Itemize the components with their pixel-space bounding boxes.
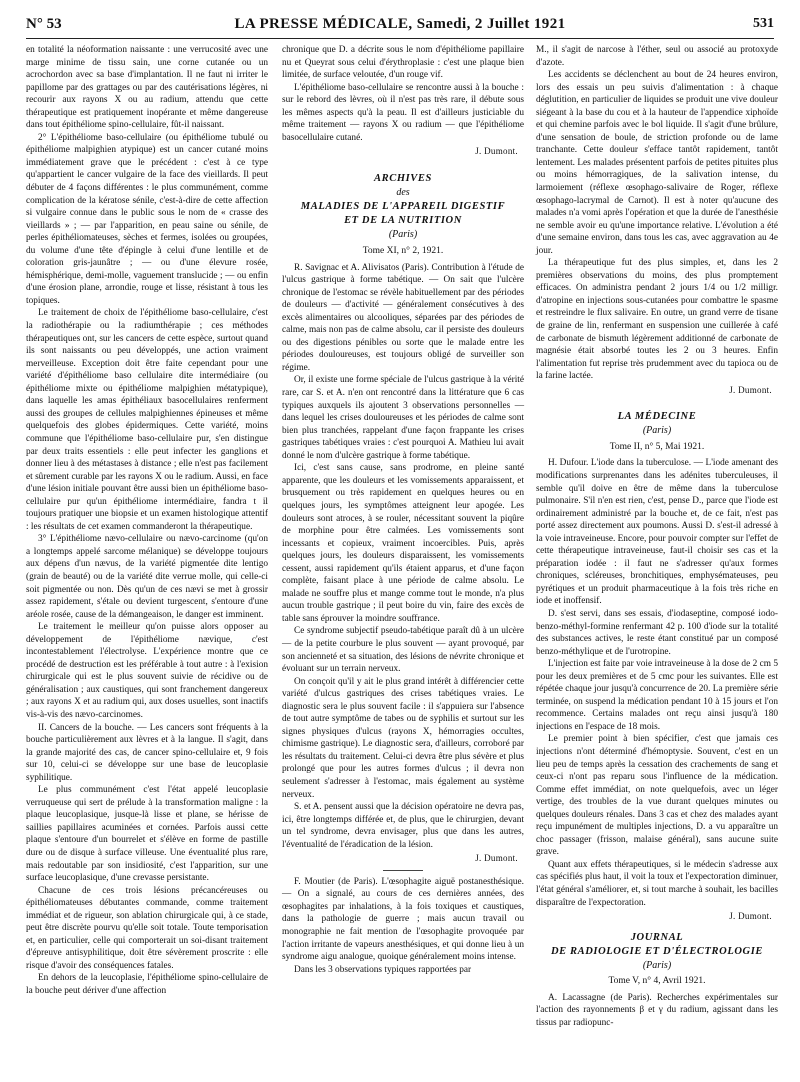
section-heading: JOURNAL [630, 931, 684, 943]
column-3 [536, 44, 778, 1029]
signature: J. Dumont. [475, 853, 518, 864]
section-volume: Tome II, n° 5, Mai 1921. [609, 441, 705, 452]
section-heading: LA MÉDECINE [617, 411, 697, 423]
signature: J. Dumont. [729, 384, 772, 395]
col2-paragraph: Ici, c'est sans cause, sans prodrome, en pleine santé apparente, que les douleurs et les vomissements apparaissent, et brusquement ou très rapidement en quelques heures ou en quelques jours, les symptômes atteignent leur apogée. Les douleurs sont atroces, à se rouler, nécessitant souvent la piqûre de morphine pour être calmées. Les vomissements sont incessants et copieux, vraiment incoercibles. Puis, après quelques jours, les douleurs disparaissent, les vomissements cessent, aussi rapidement qu'ils étaient apparus, et d'une façon complète, faisant place à une période de calme absolu. Le malade ne souffre plus et mange comme tout le monde, n'a plus aucun trouble gastrique ; il peut boire du vin, faire des excès de table sans éprouver la moindre souffrance. [282, 463, 524, 624]
section-heading: ET DE LA NUTRITION [344, 215, 462, 227]
col3-paragraph: A. Lacassagne (de Paris). Recherches expérimentales sur l'action des rayonnements β et γ du radium, agissant dans les tissus par radiopunc- [536, 992, 778, 1028]
col2-paragraph: Or, il existe une forme spéciale de l'ulcus gastrique à la vérité rare, car S. et A. n'en ont rencontré dans la littérature que 6 cas typiques auxquels ils ajoutent 3 observations personnelles — dans lequel les crises douloureuses et les périodes de calme sont bien plus tranchées, rappelant d'une façon frappante les crises gastriques tabétiques vraies : c'est pourquoi A. Mathieu lui avait donné le nom d'ulcère gastrique à forme tabétique. [282, 375, 524, 461]
col2-paragraph: S. et A. pensent aussi que la décision opératoire ne devra pas, ici, être longtemps différée et, de plus, que le chirurgien, devant un tel syndrome, devra envisager, plus que dans les autres, l'éventualité de l'éradication de la lésion. [282, 802, 524, 850]
col1-paragraph: En dehors de la leucoplasie, l'épithéliome spino-cellulaire de la bouche peut dériver d'une affection [26, 973, 268, 997]
section-heading: DE RADIOLOGIE ET D'ÉLECTROLOGIE [551, 945, 763, 957]
section-city: (Paris) [642, 425, 672, 437]
col1-paragraph: Chacune de ces trois lésions précancéreuses ou épithéliomateuses débutantes commande, comme traitement immédiat et de rigueur, son ablation chirurgicale qui, à ce stade, peut être discrète pourvu qu'elle soit totale. Toute temporisation et, en particulier, celle qui comporterait un soi-disant traitement d'épreuve antisyphilitique, doit être sévèrement proscrite : elle risque d'avoir des conséquences fatales. [26, 885, 268, 971]
section-city: (Paris) [642, 959, 672, 971]
col2-paragraph: Dans les 3 observations typiques rapportées par [294, 964, 472, 975]
col1-paragraph: 3° L'épithéliome nævo-cellulaire ou nævo-carcinome (qu'on a longtemps appelé sarcome mélanique) se développe toujours aux dépens d'un nævus, de la variété pigmentée dite lentigo (grain de beauté) ou de la variété dite verrue molle, qui celle-ci soit pigmentée ou non. Dès qu'un de ces nævi se met à grossir assez rapidement, s'étale ou devient turgescent, s'entoure d'une aréole rosée, cause de la démangeaison, le danger est imminent. [26, 534, 268, 620]
col3-paragraph: D. s'est servi, dans ses essais, d'iodaseptine, composé iodo-benzo-méthyl-formine renfermant 42 p. 100 d'iode sur la totalité des substances actives, le reste étant constitué par un composé benzo-méthylique et de l'urotropine. [536, 608, 778, 657]
column-1 [26, 44, 268, 998]
column-2 [282, 44, 524, 976]
col3-paragraph: Les accidents se déclenchent au bout de 24 heures environ, lors des essais un peu suivis d'alimentation : à chaque déglutition, en particulier de liquides se produit une vive douleur siégeant à la base du cou et à la hauteur de l'appendice xiphoïde et qui chemine parfois avec le bol liquide. Il s'agit d'une brûlure, d'une sensation de boule, de striction profonde ou de lame tranchante. Cette douleur s'efface tantôt rapidement, tantôt lentement. Les malades présentent parfois de petites pituites plus ou moins hémorragiques, de la salivation intense, du larmoiement (réflexe œsophago-salivaire de Roger, réflexe œsophago-lacrymal de Carnot). Il est à noter qu'aucune des malades n'a vomi après l'opération et que la durée de l'anesthésie ne semble avoir eu qu'une importance relative. L'évolution a été d'une semaine environ, dans tous les cas, avec aggravation au 4e jour. [536, 70, 778, 256]
page-header [26, 16, 774, 38]
col1-paragraph: Le traitement le meilleur qu'on puisse alors opposer au développement de l'épithéliome nævique, c'est incontestablement l'électrolyse. L'expérience montre que ce procédé de destruction est les préférable à tout autre : à l'exision chirurgicale qui est le plus souvent suivie de récidive ou de généralisation ; aux caustiques, qui sont franchement dangereux ; aux rayons X et au radium qui, aux doses usuelles, sont inactifs vis-à-vis des nævo-carcinomes. [26, 622, 268, 720]
col3-paragraph: H. Dufour. L'iode dans la tuberculose. — L'iode amenant des modifications surprenantes dans les adénites tuberculeuses, il semble qu'il doive en être de même dans la tuberculose pulmonaire. S'il n'en est rien, c'est, pense D., parce que l'iode est ordinairement administré par la bouche et, de ce fait, n'est pas porté assez directement aux poumons. Aussi D. s'est-il adressé à la voie intraveineuse. Encore, pour pouvoir compter sur l'effet de cette thérapeutique intraveineuse, faut-il choisir ses cas et la préparation iodée : il faut ne s'adresser qu'aux formes chroniques, scléreuses, bronchitiques, emphysémateuses, peu pyrétiques et un produit pharmaceutique à la fois très riche en iode et inoffensif. [536, 458, 778, 607]
col1-paragraph: 2° L'épithéliome baso-cellulaire (ou épithéliome tubulé ou épithéliome malpighien atypique) est un cancer cutané moins immédiatement grave que le précédent : c'est à ce type qu'appartient le cancer vulgaire de la face des vieillards. Il peut débuter de 4 façons différentes : le plus communément, comme complication de la kératose sénile, c'est-à-dire de cette affection si vulgaire connue dans le public sous le nom de « crasse des vieillards » ; — par l'apparition, en peau saine ou sénile, de perles épithéliomateuses, sèches et fermes, isolées ou groupées, du volume d'une tête d'épingle à celui d'une lentille et de coloration gris-jaunâtre ; — ou d'une élevure rosée, hémisphérique, demi-molle, vaguement translucide ; — ou enfin d'une érosion plane, arrondie, rouge et lisse, résistant à tous les topiques. [26, 132, 268, 306]
issue-number: N° 53 [26, 16, 62, 32]
section-volume: Tome V, n° 4, Avril 1921. [608, 976, 706, 987]
section-heading: MALADIES DE L'APPAREIL DIGESTIF [300, 201, 506, 213]
col3-paragraph: L'injection est faite par voie intraveineuse à la dose de 2 cm 5 pour les deux premières et de 5 cmc pour les suivantes. Elle est répétée chaque jour jusqu'à concurrence de 20. La première série terminée, on suspend la médication pendant 10 à 15 jours et l'on recommence. Certains malades ont reçu ainsi jusqu'à 180 injections en l'espace de 18 mois. [536, 659, 778, 732]
section-heading: ARCHIVES [374, 172, 432, 184]
col3-paragraph: Quant aux effets thérapeutiques, si le médecin s'adresse aux cas spécifiés plus haut, il voit la toux et l'expectoration diminuer, l'état général s'améliorer, et, si tout marche à souhait, les bacilles disparaître de l'expectoration. [536, 859, 778, 908]
col1-paragraph: Le traitement de choix de l'épithéliome baso-cellulaire, c'est la radiothérapie ou la radiumthérapie ; ces méthodes thérapeutiques ont, sur les cancers de cette espèce, surtout quand ils sont naissants ou peu développés, une action vraiment merveilleuse. Exception doit être faite cependant pour une variété d'épithéliome baso cellulaire dite intermédiaire (ou épithéliome mixte ou épithéliome malpighien métatypique), dans laquelle les amas épithéliaux basocellulaires renferment aussi des groupes de cellules malpighiennes épineuses et même quelquefois des globes épidermiques. Cette variété, moins commune que l'épithéliome baso-cellulaire pur, s'en distingue par deux traits essentiels : elle peut infecter les ganglions et donner lieu à des métastases à distance ; elle n'est pas facilement et sûrement curable par les rayons X ou le radium. Aussi, en face d'une lésion initiale pouvant être aussi bien un épithéliome baso-cellulaire pur qu'un épithéliome intermédiaire, fandra t il toujours pratiquer une biopsie et un examen histologique attentif : les résultats de cet examen commanderont la thérapeutique. [26, 308, 268, 532]
col3-paragraph: La thérapeutique fut des plus simples, et, dans les 2 premières observations du moins, des plus promptement efficaces. On administra pendant 2 jours 1/4 ou 1/2 milligr. d'atropine en injections sous-cutanées pour combattre le spasme et restreindre le flux salivaire. En outre, un grand verre de tisane de graine de lin, renfermant en suspension une cuillerée à café de carbonate de bismuth légèrement additionné de carbonate de magnésie était absorbé toutes les 2 ou 3 heures. Enfin l'alimentation fut reprise très prudemment avec du tapioca ou de la farine lactée. [536, 258, 778, 382]
signature: J. Dumont. [729, 911, 772, 922]
signature: J. Dumont. [475, 146, 518, 157]
col2-paragraph: chronique que D. a décrite sous le nom d'épithéliome papillaire nu et Queyrat sous celui d'érythroplasie : c'est une plaque bien limitée, de surface veloutée, d'un rouge vif. [282, 45, 524, 81]
col2-paragraph: R. Savignac et A. Alivisatos (Paris). Contribution à l'étude de l'ulcus gastrique à forme tabétique. — On sait que l'ulcère chronique de l'estomac se révèle habituellement par des périodes de douleurs — d'activité — généralement consécutives à des excès alimentaires ou alcooliques, séparées par des périodes de calme, mais non pas de calme absolu, car il persiste des douleurs ou des digestions pénibles ou sorte que le malade entre les périodes douloureuses, est toujours obligé de surveiller son régime. [282, 262, 524, 373]
col2-paragraph: L'épithéliome baso-cellulaire se rencontre aussi à la bouche : sur le rebord des lèvres, où il n'est pas très rare, il débute sous les mêmes aspects qu'à la peau. Il est d'ailleurs justiciable du même traitement — rayons X ou radium — que l'épithéliome basocellulaire cutané. [282, 82, 524, 143]
col2-paragraph: On conçoit qu'il y ait le plus grand intérêt à différencier cette variété d'ulcus gastriques des crises tabétiques vraies. Le diagnostic sera le plus souvent facile : il s'appuiera sur l'absence de tout autre symptôme de tabes ou de syphilis et surtout sur les signes physiques d'ulcus (rayons X, hémorragies occultes, chimisme gastrique). Le diagnostic sera, d'ailleurs, corroboré par les résultats du traitement. Celui-ci devra être plus sévère et plus prolongé que pour les autres formes d'ulcus ; il devra non seulement s'adresser à l'estomac, mais également au système nerveux. [282, 676, 524, 800]
page-number: 531 [753, 16, 774, 31]
divider [383, 870, 423, 871]
col1-paragraph: II. Cancers de la bouche. — Les cancers sont fréquents à la bouche particulièrement aux lèvres et à la langue. Il s'agit, dans la grande majorité des cas, de cancer spino-cellulaire et, 9 fois sur 10, celui-ci se développe sur une base de leucoplasie syphilitique. [26, 722, 268, 783]
journal-title: LA PRESSE MÉDICALE, Samedi, 2 Juillet 1921 [234, 16, 566, 32]
section-city: (Paris) [388, 229, 418, 241]
col1-paragraph: en totalité la néoformation naissante : une verrucosité avec une marge minime de tissu sain, une corne cutanée ou un acrochordon avec sa base d'implantation. Il ne faut ni irriter le papillome par des grattages ou par des cautérisations légères, ni recourir aux rayons X ou au radium, attendu que cette thérapeutique est pratiquement inopérante et même dangereuse dans tout épithéliome spino-cellulaire, fût-il naissant. [26, 45, 268, 131]
col1-paragraph: Le plus communément c'est l'état appelé leucoplasie verruqueuse qui sert de prélude à la transformation maligne : la plaque leucoplasique, jusque-là lisse et plane, se hérisse de saillies papillaires acuminées et cornées. Parfois aussi cette plaque s'entoure d'un bourrelet et s'élève en forme de pastille dure ou de disque à surface villeuse. Une éventualité plus rare, mais redoutable par son insidiosité, c'est l'apparition, sur une surface leucoplasique, d'une crevasse persistante. [26, 785, 268, 884]
col3-paragraph: Le premier point à bien spécifier, c'est que jamais ces injections n'ont déterminé d'hémoptysie. Souvent, c'est en un lieu peu de temps après la cessation des crachements de sang et ceux-ci n'ont pas reparu sous l'influence de la médication. Comme effet immédiat, on note quelquefois, avec un léger vertige, des troubles de la vue durant quelques minutes ou quelques douleurs rénales. Dans 3 cas et chez des malades ayant reçu impunément de multiples injections, D. a vu apparaître un choc passager (frisson, malaise général), sans aucune suite grave. [536, 734, 778, 858]
header-rule [26, 38, 774, 39]
section-heading: des [396, 186, 410, 198]
col2-paragraph: Ce syndrome subjectif pseudo-tabétique paraît dû à un ulcère — de la petite courbure le plus souvent — ayant provoqué, par son ancienneté et sa situation, des lésions de névrite chronique et évoluant sur un terrain nerveux. [282, 626, 524, 675]
col2-paragraph: F. Moutier (de Paris). L'œsophagite aiguë postanesthésique. — On a signalé, au cours de ces dernières années, des œsophagites par inhalations, à la fois toxiques et caustiques, dans la pathologie de guerre ; mais aucun travail ou monographie ne fait mention de l'œsophagite provoquée par l'action irritante de vapeurs anesthésiques, et qui donne lieu à un syndrome aigu analogue, quoique généralement moins intense. [282, 876, 524, 963]
col3-paragraph: M., il s'agit de narcose à l'éther, seul ou associé au protoxyde d'azote. [536, 45, 778, 68]
section-volume: Tome XI, n° 2, 1921. [362, 246, 444, 257]
